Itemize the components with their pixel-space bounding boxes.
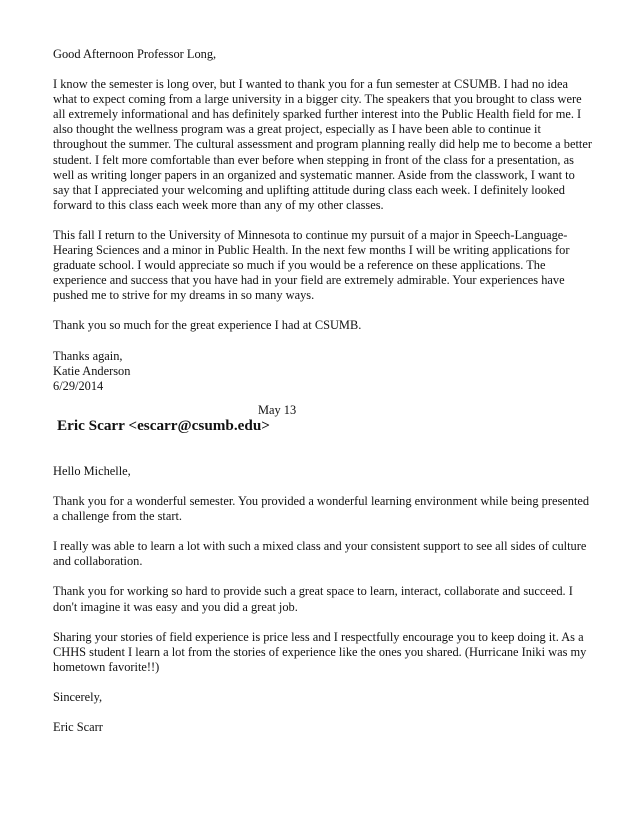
letter1-paragraph-3: Thank you so much for the great experience I had at CSUMB. xyxy=(53,318,362,333)
email-date: May 13 xyxy=(258,403,297,417)
letter2-paragraph-1: Thank you for a wonderful semester. You provided a wonderful learning environment while being presented a challenge from the start. xyxy=(53,494,590,524)
email-sender: Eric Scarr <escarr@csumb.edu> xyxy=(57,417,270,434)
letter2-paragraph-4: Sharing your stories of field experience is price less and I respectfully encourage you to keep doing it. As a CHHS student I learn a lot from the stories of experience like the ones you shared. (Hurricane Iniki was my hometown favorite!!) xyxy=(53,629,587,674)
letter2-paragraph-3: Thank you for working so hard to provide such a great space to learn, interact, collaborate and succeed. I don't imagine it was easy and you did a great job. xyxy=(53,584,573,614)
letter-katie-anderson xyxy=(53,47,593,394)
letter1-date: 6/29/2014 xyxy=(53,378,104,393)
letter2-paragraph-2: I really was able to learn a lot with such a mixed class and your consistent support to see all sides of culture and collaboration. xyxy=(53,539,587,569)
letter1-signer-name: Katie Anderson xyxy=(53,363,131,378)
letter1-signature-block xyxy=(53,349,593,394)
letter1-paragraph-2: This fall I return to the University of Minnesota to continue my pursuit of a major in Speech-Language-Hearing Sciences and a minor in Public Health. In the next few months I will be writing applications for graduate school. I would appreciate so much if you would be a reference on these applications. The experience and success that you have had in your field are extremely admirable. Your experiences have pushed me to strive for my dreams in so many ways. xyxy=(53,227,570,303)
letter1-paragraph-1: I know the semester is long over, but I wanted to thank you for a fun semester at CSUMB. I had no idea what to expect coming from a large university in a bigger city. The speakers that you brought to class were all extremely informational and has definitely sparked further interest into the Public Health field for me. I also thought the wellness program was a great project, especially as I have been able to continue it throughout the summer. The cultural assessment and program planning really did help me to become a better student. I felt more comfortable than ever before when stepping in front of the class for a presentation, as well as writing longer papers in an organized and systematic manner. Aside from the classwork, I want to say that I appreciated your welcoming and uplifting attitude during class each week. I definitely looked forward to this class each week more than any of my other classes. xyxy=(53,77,592,212)
letter2-signer-name: Eric Scarr xyxy=(53,720,103,735)
letter1-closing: Thanks again, xyxy=(53,348,123,363)
letter2-greeting: Hello Michelle, xyxy=(53,464,131,478)
letter-eric-scarr xyxy=(53,464,593,735)
letter2-closing: Sincerely, xyxy=(53,689,103,704)
letter1-greeting: Good Afternoon Professor Long, xyxy=(53,47,217,61)
